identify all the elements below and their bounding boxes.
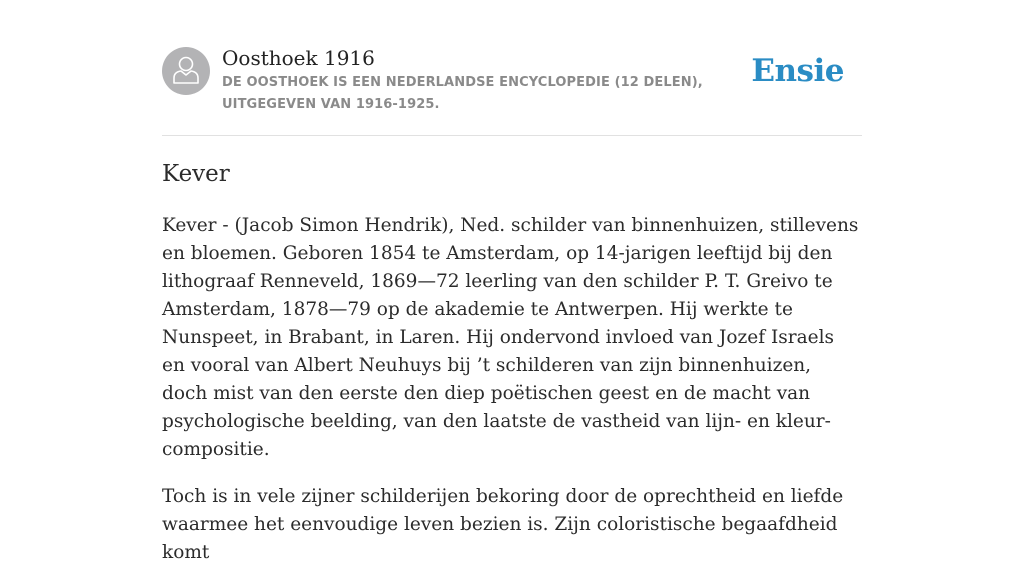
avatar[interactable] (162, 47, 210, 95)
source-description: DE OOSTHOEK IS EEN NEDERLANDSE ENCYCLOPEDIE (12 DELEN), UITGEGEVEN VAN 1916-1925. (222, 75, 703, 112)
source-header (162, 44, 862, 136)
source-name[interactable]: Oosthoek 1916 (222, 46, 375, 70)
user-icon (172, 54, 200, 89)
page-title: Kever (162, 161, 230, 187)
ensie-logo-link[interactable]: Ensie (751, 53, 844, 89)
article-paragraph-1: Kever - (Jacob Simon Hendrik), Ned. schilder van binnenhuizen, stillevens en bloemen. Geboren 1854 te Amsterdam, op 14-jarigen leeftijd bij den lithograaf Renneveld, 1869—72 leerling van den schilder P. T. Greivo te Amsterdam, 1878—79 op de akademie te Antwerpen. Hij werkte te Nunspeet, in Brabant, in Laren. Hij ondervond invloed van Jozef Israels en vooral van Albert Neuhuys bij ’t schilderen van zijn binnenhuizen, doch mist van den eerste den diep poëtischen geest en de macht van psychologische beelding, van den laatste de vastheid van lijn- en kleur-compositie. (162, 215, 859, 460)
article-paragraph-2: Toch is in vele zijner schilderijen bekoring door de oprechtheid en liefde waarmee het eenvoudige leven bezien is. Zijn coloristische begaafdheid komt (162, 486, 844, 563)
article-body (162, 212, 862, 586)
